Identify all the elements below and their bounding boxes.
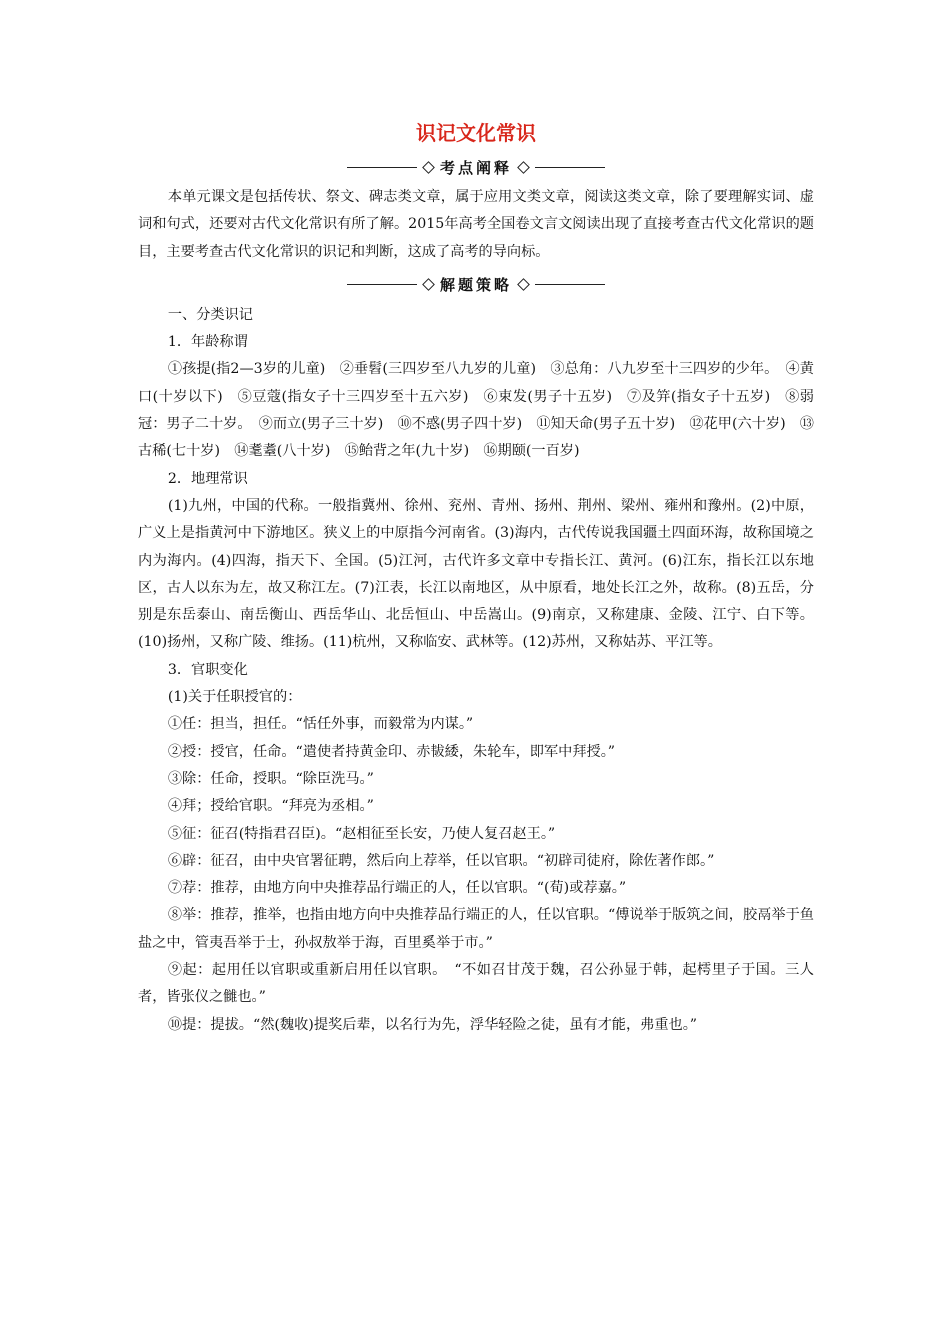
- page-title: 识记文化常识: [416, 121, 536, 145]
- body-paragraph: ⑧举：推荐，推举，也指由地方向中央推荐品行端正的人，任以官职。“傅说举于版筑之间，胶鬲举于鱼盐之中，管夷吾举于士，孙叔敖举于海，百里奚举于市。”: [138, 907, 814, 951]
- document-page: [138, 118, 814, 1039]
- body-paragraph: ⑨起：起用任以官职或重新启用任以官职。 “不如召甘茂于魏，召公孙显于韩，起樗里子于国。三人者，皆张仪之雠也。”: [138, 962, 814, 1006]
- body-paragraph: 2．地理常识: [167, 470, 248, 487]
- diamond-icon: [422, 279, 435, 292]
- section-divider-1: [138, 154, 814, 180]
- diamond-icon: [517, 161, 530, 174]
- body-paragraph: ②授：授官，任命。“遣使者持黄金印、赤韨緌，朱轮车，即军中拜授。”: [167, 743, 616, 760]
- body-paragraph: ④拜；授给官职。“拜亮为丞相。”: [167, 798, 374, 815]
- body-paragraph: 一、分类识记: [167, 306, 253, 323]
- divider-line: [347, 284, 417, 285]
- intro-paragraph: 本单元课文是包括传状、祭文、碑志类文章，属于应用文类文章，阅读这类文章，除了要理解实词、虚词和句式，还要对古代文化常识有所了解。2015年高考全国卷文言文阅读出现了直接考查古代文化常识的题目，主要考查古代文化常识的识记和判断，这成了高考的导向标。: [138, 189, 814, 260]
- divider-line: [535, 167, 605, 168]
- body-paragraph: ⑤征：征召(特指君召臣)。“赵相征至长安，乃使人复召赵王。”: [167, 825, 556, 842]
- diamond-icon: [517, 279, 530, 292]
- diamond-icon: [422, 161, 435, 174]
- section-heading-2: 解题策略: [439, 276, 512, 295]
- body-paragraph: ①任：担当，担任。“恬任外事，而毅常为内谋。”: [167, 716, 474, 733]
- body-paragraph: ⑦荐：推荐，由地方向中央推荐品行端正的人，任以官职。“(荀)或荐嘉。”: [167, 880, 627, 897]
- body-paragraph: ⑥辟：征召，由中央官署征聘，然后向上荐举，任以官职。“初辟司徒府，除佐著作郎。”: [167, 852, 715, 869]
- body-paragraph: ③除：任命，授职。“除臣洗马。”: [167, 770, 374, 787]
- body-paragraph: 1．年龄称谓: [167, 334, 248, 351]
- section-divider-2: [138, 272, 814, 298]
- body-paragraph: (1)关于任职授官的：: [167, 689, 302, 706]
- body-paragraph: ⑩提：提拔。“然(魏收)提奖后辈，以名行为先，浮华轻险之徒，虽有才能，弗重也。”: [167, 1016, 698, 1033]
- divider-line: [535, 284, 605, 285]
- divider-line: [347, 167, 417, 168]
- body-paragraph: (1)九州，中国的代称。一般指冀州、徐州、兖州、青州、扬州、荆州、梁州、雍州和豫州。(2)中原，广义上是指黄河中下游地区。狭义上的中原指今河南省。(3)海内，古代传说我国疆土四面环海，故称国境之内为海内。(4)四海，指天下、全国。(5)江河，古代许多文章中专指长江、黄河。(6)江东，指长江以东地区，古人以东为左，故又称江左。(7)江表，长江以南地区，从中原看，地处长江之外，故称。(8)五岳，分别是东岳泰山、南岳衡山、西岳华山、北岳恒山、中岳嵩山。(9)南京，又称建康、金陵、江宁、白下等。(10)扬州，又称广陵、维扬。(11)杭州，又称临安、武林等。(12)苏州，又称姑苏、平江等。: [138, 497, 814, 651]
- section-heading-1: 考点阐释: [439, 158, 512, 177]
- body-paragraph: ①孩提(指2—3岁的儿童) ②垂髫(三四岁至八九岁的儿童) ③总角：八九岁至十三四岁的少年。 ④黄口(十岁以下) ⑤豆蔻(指女子十三四岁至十五六岁) ⑥束发(男子十五岁) ⑦及笄(指女子十五岁) ⑧弱冠：男子二十岁。 ⑨而立(男子三十岁) ⑩不惑(男子四十岁) ⑪知天命(男子五十岁) ⑫花甲(六十岁) ⑬古稀(七十岁) ⑭耄耋(八十岁) ⑮鲐背之年(九十岁) ⑯期颐(一百岁): [138, 361, 814, 460]
- body-paragraph: 3．官职变化: [167, 661, 248, 678]
